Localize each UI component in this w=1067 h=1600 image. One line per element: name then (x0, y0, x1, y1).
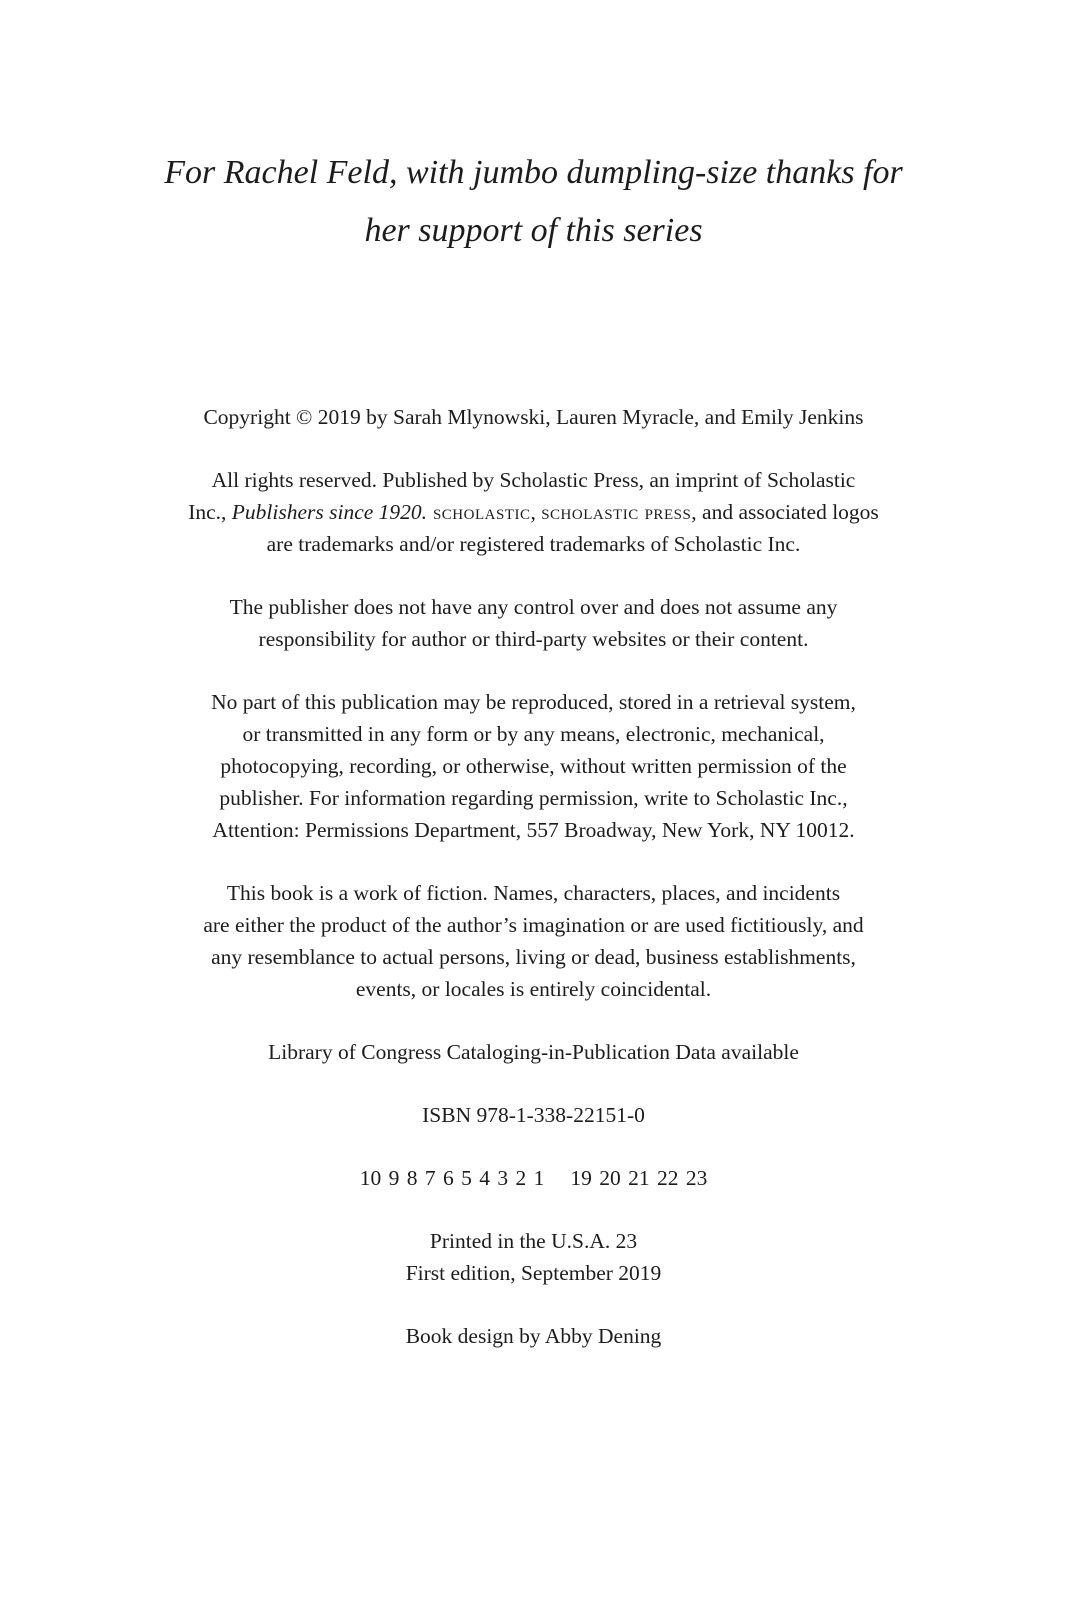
fiction-paragraph (110, 877, 957, 1005)
rights-line-3: are trademarks and/or registered trademarks of Scholastic Inc. (266, 532, 801, 556)
printing-line (110, 1162, 957, 1194)
rights-line-2 (110, 496, 957, 528)
isbn-line: ISBN 978-1-338-22151-0 (422, 1103, 645, 1127)
design-line: Book design by Abby Dening (405, 1324, 662, 1348)
rights-line-2-d: , (530, 500, 542, 524)
dedication (110, 144, 957, 260)
reproduction-line-3: photocopying, recording, or otherwise, without written permission of the (220, 754, 847, 778)
cip-line: Library of Congress Cataloging-in-Publication Data available (268, 1040, 799, 1064)
copyright-block (110, 401, 957, 1383)
fiction-line-3: any resemblance to actual persons, living or dead, business establishments, (211, 945, 856, 969)
copyright-line: Copyright © 2019 by Sarah Mlynowski, Lauren Myracle, and Emily Jenkins (203, 405, 864, 429)
reproduction-line-1: No part of this publication may be reproduced, stored in a retrieval system, (211, 690, 856, 714)
cip-paragraph (110, 1036, 957, 1068)
fiction-line-4: events, or locales is entirely coincidental. (355, 977, 712, 1001)
isbn-paragraph (110, 1099, 957, 1131)
reproduction-line-4: publisher. For information regarding permission, write to Scholastic Inc., (219, 786, 848, 810)
publisher-note-line-2: responsibility for author or third-party websites or their content. (258, 627, 809, 651)
rights-line-1: All rights reserved. Published by Scholastic Press, an imprint of Scholastic (211, 468, 856, 492)
reproduction-line-2: or transmitted in any form or by any means, electronic, mechanical, (242, 722, 825, 746)
dedication-line-1: For Rachel Feld, with jumbo dumpling-size thanks for (164, 154, 903, 191)
reproduction-paragraph (110, 686, 957, 846)
printing-numbers: 10 9 8 7 6 5 4 3 2 1 (359, 1166, 545, 1190)
rights-paragraph (110, 464, 957, 560)
printed-line-2: First edition, September 2019 (405, 1261, 662, 1285)
printing-years: 19 20 21 22 23 (570, 1166, 708, 1190)
scholastic-trademark: scholastic (427, 500, 531, 524)
publishers-since-text: Publishers since 1920. (231, 500, 428, 524)
publisher-note-line-1: The publisher does not have any control over and does not assume any (229, 595, 838, 619)
printing-line-paragraph (110, 1162, 957, 1194)
dedication-line-2: her support of this series (364, 212, 703, 249)
rights-line-2-f: , and associated logos (691, 500, 879, 524)
copyright-notice (110, 401, 957, 433)
fiction-line-1: This book is a work of fiction. Names, characters, places, and incidents (226, 881, 841, 905)
rights-line-2-a: Inc., (188, 500, 232, 524)
fiction-line-2: are either the product of the author’s imagination or are used fictitiously, and (203, 913, 864, 937)
publisher-note-paragraph (110, 591, 957, 655)
scholastic-press-trademark: scholastic press (541, 500, 692, 524)
design-paragraph (110, 1320, 957, 1352)
printed-paragraph (110, 1225, 957, 1289)
reproduction-line-5: Attention: Permissions Department, 557 Broadway, New York, NY 10012. (212, 818, 855, 842)
printed-line-1: Printed in the U.S.A. 23 (429, 1229, 638, 1253)
